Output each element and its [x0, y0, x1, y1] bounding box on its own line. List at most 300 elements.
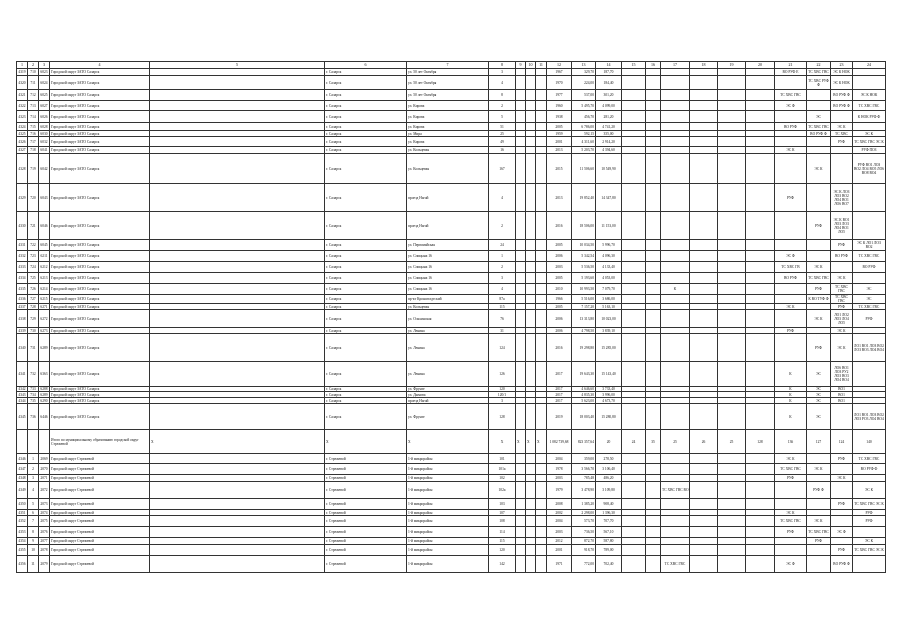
table-cell [831, 154, 853, 184]
table-cell: ул. Дымова [407, 392, 489, 398]
table-cell [516, 556, 526, 573]
table-cell [746, 69, 775, 76]
table-cell: 4338 [17, 310, 28, 328]
table-cell [807, 147, 831, 154]
table-cell [516, 111, 526, 123]
table-cell [690, 362, 718, 387]
table-cell: Городской округ Стрежевой [50, 556, 150, 573]
table-cell: г. Стрежевой [325, 499, 407, 510]
table-cell: X [489, 430, 516, 454]
table-cell [718, 76, 746, 90]
table-cell [661, 295, 690, 304]
table-cell [690, 147, 718, 154]
table-cell: 142 [489, 556, 516, 573]
table-cell: X [325, 430, 407, 454]
table-cell [718, 334, 746, 362]
table-cell: ТС ХВС ГВС [775, 90, 807, 101]
table-cell: 722 [28, 240, 39, 251]
table-cell: 3 [489, 398, 516, 404]
table-row [17, 154, 886, 184]
table-row [17, 545, 886, 556]
table-cell [150, 123, 325, 131]
table-cell [536, 262, 547, 273]
table-cell: 16 [489, 147, 516, 154]
table-cell [622, 273, 646, 284]
table-cell [746, 362, 775, 387]
table-cell [690, 240, 718, 251]
table-cell: ЭС [807, 111, 831, 123]
table-cell: 11 153,00 [596, 212, 622, 240]
table-cell: 6024 [39, 76, 50, 90]
table-cell [536, 482, 547, 499]
table-cell: ЭС К [807, 262, 831, 273]
table-cell [622, 464, 646, 475]
table-cell [622, 147, 646, 154]
table-cell [718, 454, 746, 464]
table-cell [526, 475, 536, 482]
table-cell: Городской округ ЗАТО Саларск [50, 90, 150, 101]
table-cell: 4323 [17, 111, 28, 123]
table-cell: 1 396,30 [596, 510, 622, 516]
table-cell: РУФ [831, 499, 853, 510]
table-cell [646, 212, 661, 240]
table-cell: 4337 [18, 304, 26, 309]
table-cell: г. Саларск [325, 147, 407, 154]
table-cell: ЭС К [775, 510, 807, 516]
table-cell: 5 [28, 499, 39, 510]
table-cell: г. Саларск [325, 76, 407, 90]
table-cell [746, 273, 775, 284]
table-cell: ЭС [807, 404, 831, 430]
table-cell: Городской округ Стрежевой [50, 527, 150, 538]
table-cell: Городской округ ЗАТО Саларск [50, 123, 150, 131]
table-row [17, 454, 886, 464]
table-cell: ул. Ленина [407, 328, 489, 334]
table-cell: 6211 [39, 251, 50, 262]
table-cell: 2 [28, 464, 39, 475]
table-cell [150, 147, 325, 154]
table-row [17, 475, 886, 482]
table-cell: Городской округ Стрежевой [50, 510, 150, 516]
table-cell: ЭС Ф [775, 556, 807, 573]
table-cell: ВО РУФ Ф [831, 90, 853, 101]
table-cell: 2071 [40, 476, 48, 480]
table-cell [775, 154, 807, 184]
table-cell: 20 [596, 430, 622, 454]
table-cell: г. Саларск [325, 131, 407, 137]
table-cell [150, 69, 325, 76]
table-cell: 7 079,70 [596, 284, 622, 295]
table-cell: 567,10 [596, 527, 622, 538]
table-cell: 102 [489, 475, 516, 482]
table-cell [853, 475, 886, 482]
table-cell: 4356 [17, 556, 28, 573]
table-cell [718, 240, 746, 251]
table-cell [516, 123, 526, 131]
table-cell: 592,15 [572, 131, 596, 137]
table-cell [661, 362, 690, 387]
table-cell [718, 69, 746, 76]
table-cell [775, 499, 807, 510]
table-cell [622, 240, 646, 251]
table-cell [622, 284, 646, 295]
table-cell: 6 786,00 [572, 123, 596, 131]
table-cell [526, 184, 536, 212]
table-cell: Городской округ ЗАТО Саларск [50, 101, 150, 111]
table-cell [746, 123, 775, 131]
table-cell: 2008 [547, 499, 572, 510]
table-cell: 355,00 [596, 131, 622, 137]
table-cell: ТС ХВС ГВ [775, 262, 807, 273]
table-cell: г. Саларск [325, 304, 407, 310]
table-cell: ЭС К ЛО1 ЛОЗ ВО2 [853, 240, 886, 251]
table-cell: 2 914,20 [596, 137, 622, 147]
table-cell: ул. Кольцевая [407, 147, 489, 154]
table-cell [690, 334, 718, 362]
table-cell: 717 [28, 137, 39, 147]
table-cell: 2013 [547, 184, 572, 212]
table-cell [831, 262, 853, 273]
table-cell [536, 76, 547, 90]
table-cell: 2013 [547, 147, 572, 154]
table-cell [661, 464, 690, 475]
table-cell [526, 123, 536, 131]
table-cell [661, 475, 690, 482]
table-cell: 2 [489, 101, 516, 111]
table-cell [775, 538, 807, 545]
table-cell [690, 527, 718, 538]
table-cell [646, 154, 661, 184]
table-cell: 4 053,00 [596, 273, 622, 284]
table-cell [150, 212, 325, 240]
table-cell [746, 334, 775, 362]
table-cell: 4 096,30 [596, 251, 622, 262]
table-cell [646, 273, 661, 284]
table-cell: 1-й микрорайон [407, 538, 489, 545]
table-cell: ВО1 [831, 387, 853, 392]
table-cell: 49 [489, 137, 516, 147]
table-cell: РУФ [775, 184, 807, 212]
table-cell: ВО РУФ [831, 251, 853, 262]
table-cell: г. Саларск [325, 310, 407, 328]
table-cell: Городской округ Стрежевой [50, 538, 150, 545]
table-cell: ТС ХВС ГВС [775, 464, 807, 475]
table-row [17, 101, 886, 111]
table-cell [516, 475, 526, 482]
table-cell: Городской округ ЗАТО Саларск [50, 310, 150, 328]
table-cell: 1 [28, 454, 39, 464]
table-cell: ЭС К НОК [831, 69, 853, 76]
table-cell [690, 251, 718, 262]
table-cell: ТС ХВС ГВС ЭС К [853, 137, 886, 147]
table-cell: ЭС К [775, 304, 807, 310]
table-cell: 3 686,00 [596, 295, 622, 304]
table-cell [831, 516, 853, 527]
table-cell: К [775, 404, 807, 430]
table-cell: 2069 [39, 454, 50, 464]
table-cell: 3 [489, 273, 516, 284]
table-cell [718, 538, 746, 545]
table-cell [646, 545, 661, 556]
table-cell [646, 362, 661, 387]
table-cell: 1966 [547, 295, 572, 304]
table-cell: 108 [489, 516, 516, 527]
table-cell: ТС ХВС ГВС [808, 124, 829, 129]
table-cell: 6288 [40, 387, 48, 391]
table-cell: ул. Кольцевая [407, 304, 489, 310]
table-cell: РУФ [807, 212, 831, 240]
table-cell [646, 76, 661, 90]
table-cell [622, 454, 646, 464]
table-row [17, 137, 886, 147]
table-cell [853, 212, 886, 240]
table-cell: ЭС [853, 295, 886, 304]
table-cell: 727 [28, 295, 39, 304]
table-cell: 2003 [547, 527, 572, 538]
table-cell: г. Саларск [325, 137, 407, 147]
table-cell [526, 538, 536, 545]
table-row [17, 240, 886, 251]
table-cell: 26 [690, 430, 718, 454]
table-cell: ул. Фрунзе [407, 404, 489, 430]
table-cell [516, 404, 526, 430]
table-cell [536, 516, 547, 527]
table-cell: ТС ХВС ГВС [831, 284, 853, 295]
table-cell: 2006 [547, 310, 572, 328]
table-cell: ул. Кирова [407, 123, 489, 131]
table-cell: г. Стрежевой [325, 538, 407, 545]
table-cell: ул. Спицына 16 [407, 251, 489, 262]
table-cell [526, 76, 536, 90]
table-cell: Городской округ ЗАТО Саларск [50, 398, 150, 404]
table-cell [690, 101, 718, 111]
column-number-cell: 16 [646, 62, 661, 69]
table-cell: РУФ [853, 510, 886, 516]
table-cell: 732 [28, 362, 39, 387]
table-cell: 6023 [40, 70, 48, 74]
table-cell: 2002 [547, 510, 572, 516]
table-cell: Городской округ ЗАТО Саларск [50, 76, 150, 90]
table-cell: Городской округ Стрежевой [50, 499, 150, 510]
table-cell [718, 154, 746, 184]
table-cell [526, 499, 536, 510]
table-cell [807, 545, 831, 556]
table-cell: 4327 [18, 148, 26, 152]
table-cell [718, 123, 746, 131]
table-cell [853, 362, 886, 387]
table-cell [536, 464, 547, 475]
table-cell [746, 310, 775, 328]
table-cell: 587,80 [596, 538, 622, 545]
table-cell [526, 240, 536, 251]
table-cell: г. Стрежевой [325, 527, 407, 538]
table-cell: 107 [489, 510, 516, 516]
table-row [17, 69, 886, 76]
table-cell: Городской округ ЗАТО Саларск [50, 328, 150, 334]
table-cell [853, 184, 886, 212]
table-row [17, 516, 886, 527]
table-cell: 1959 [547, 131, 572, 137]
table-cell: Городской округ ЗАТО Саларск [50, 147, 150, 154]
table-cell: ВО РУФ Ф [807, 131, 831, 137]
table-cell: 3 [489, 69, 516, 76]
table-cell: 1960 [547, 101, 572, 111]
table-cell [807, 475, 831, 482]
table-cell [536, 154, 547, 184]
table-cell: Городской округ ЗАТО Саларск [50, 273, 150, 284]
column-number-cell: 3 [39, 62, 50, 69]
table-cell: 4350 [17, 499, 28, 510]
table-cell: 2006 [547, 251, 572, 262]
table-cell: 25 [661, 430, 690, 454]
table-cell [718, 273, 746, 284]
table-cell: 51 [489, 123, 516, 131]
table-cell: РУФ ВО1 ЛОЗ ВО2 ЛО4 ВО5 ЛО6 ВО8 ВО4 [853, 154, 886, 184]
table-cell: 2075 [39, 516, 50, 527]
table-cell: 6272 [39, 310, 50, 328]
table-cell: 6273 [40, 328, 48, 333]
table-cell [775, 212, 807, 240]
table-cell [746, 527, 775, 538]
table-cell [516, 482, 526, 499]
table-cell: ТС ХВС ГВС [808, 70, 829, 74]
table-cell: 4331 [17, 240, 28, 251]
table-cell: 1-й микрорайон [407, 482, 489, 499]
table-cell: г. Саларск [325, 328, 407, 334]
table-cell: X [516, 430, 526, 454]
table-cell: 456,70 [572, 111, 596, 123]
table-cell: 772,00 [572, 556, 596, 573]
table-cell: ЭС К [831, 273, 853, 284]
column-number-cell: 2 [28, 62, 39, 69]
table-cell: г. Саларск [325, 184, 407, 212]
table-cell [150, 527, 325, 538]
table-cell [17, 430, 28, 454]
table-cell: 128 [746, 430, 775, 454]
table-cell: 278,50 [596, 454, 622, 464]
table-cell: 10 549,90 [596, 154, 622, 184]
table-cell [831, 111, 853, 123]
table-cell: ТС ХВС ГВС [831, 295, 853, 304]
table-cell: 4343 [18, 392, 26, 397]
table-cell [661, 154, 690, 184]
table-cell [536, 475, 547, 482]
table-cell: 2 [489, 212, 516, 240]
table-cell [690, 212, 718, 240]
table-row [17, 212, 886, 240]
table-cell [718, 464, 746, 475]
table-cell: 4341 [17, 362, 28, 387]
table-cell [646, 101, 661, 111]
table-cell: 3 106,40 [596, 464, 622, 475]
table-cell: 1971 [547, 556, 572, 573]
table-cell [646, 251, 661, 262]
table-cell: 35 [646, 430, 661, 454]
table-cell: ЭС [853, 284, 886, 295]
table-cell: 11 [28, 556, 39, 573]
table-cell: 5 516,00 [572, 295, 596, 304]
table-cell: 736,50 [572, 527, 596, 538]
table-cell: 6446 [39, 404, 50, 430]
table-cell [807, 499, 831, 510]
table-cell: К НОК РУФ Ф [853, 111, 886, 123]
table-cell: 6042 [39, 154, 50, 184]
table-cell: 1938 [547, 111, 572, 123]
table-cell: ул. Кирова [407, 101, 489, 111]
table-cell: 5 495,70 [572, 101, 596, 111]
table-cell: 120 [489, 545, 516, 556]
table-cell: ЭС К [831, 334, 853, 362]
table-cell: 1-й микрорайон [407, 545, 489, 556]
table-cell: ТС ХВС ГВС [661, 556, 690, 573]
table-cell: г. Стрежевой [325, 454, 407, 464]
table-cell [150, 499, 325, 510]
table-cell: ул. Спицына 16 [407, 262, 489, 273]
table-cell [746, 482, 775, 499]
table-cell: г. Саларск [325, 251, 407, 262]
table-cell: г. Саларск [325, 387, 407, 392]
table-cell [646, 527, 661, 538]
table-row [17, 404, 886, 430]
table-cell [622, 334, 646, 362]
table-cell: г. Саларск [325, 273, 407, 284]
table-cell: ТС ХВС ГВС [775, 516, 807, 527]
table-cell: 6028 [40, 124, 48, 129]
column-number-cell: 4 [50, 62, 150, 69]
table-cell: ЭС К [807, 154, 831, 184]
table-cell: ул. Ленина [407, 362, 489, 387]
table-cell: ВО РУФ Ф [853, 464, 886, 475]
table-cell: ул. Мира [407, 131, 489, 137]
table-cell [516, 212, 526, 240]
table-cell: Городской округ ЗАТО Саларск [50, 184, 150, 212]
table-cell: 4352 [17, 516, 28, 527]
table-cell [526, 284, 536, 295]
table-cell: 136 [775, 430, 807, 454]
table-cell: 6041 [40, 148, 48, 152]
column-number-cell: 10 [526, 62, 536, 69]
table-cell: ЭС К [807, 464, 831, 475]
column-number-cell: 8 [489, 62, 516, 69]
table-cell [150, 76, 325, 90]
table-cell [526, 69, 536, 76]
table-cell: ул. Первомайская [407, 240, 489, 251]
table-cell: РУФ [853, 516, 886, 527]
table-cell [775, 482, 807, 499]
table-cell [690, 262, 718, 273]
table-cell: 2072 [39, 482, 50, 499]
table-cell: проезд Нагай [407, 184, 489, 212]
table-cell [690, 184, 718, 212]
table-cell [536, 295, 547, 304]
table-cell: 4353 [17, 527, 28, 538]
table-cell: 712 [28, 90, 39, 101]
table-cell: 3 996,00 [596, 392, 622, 398]
table-cell: ЭС [807, 387, 831, 392]
table-cell [536, 123, 547, 131]
table-cell: 726 [28, 284, 39, 295]
column-number-cell: 9 [516, 62, 526, 69]
table-cell [622, 262, 646, 273]
table-cell: Городской округ ЗАТО Саларск [50, 392, 150, 398]
table-cell [646, 111, 661, 123]
table-cell [690, 499, 718, 510]
table-cell [775, 310, 807, 328]
table-cell [807, 101, 831, 111]
table-cell [536, 310, 547, 328]
table-cell [526, 545, 536, 556]
table-cell [516, 251, 526, 262]
